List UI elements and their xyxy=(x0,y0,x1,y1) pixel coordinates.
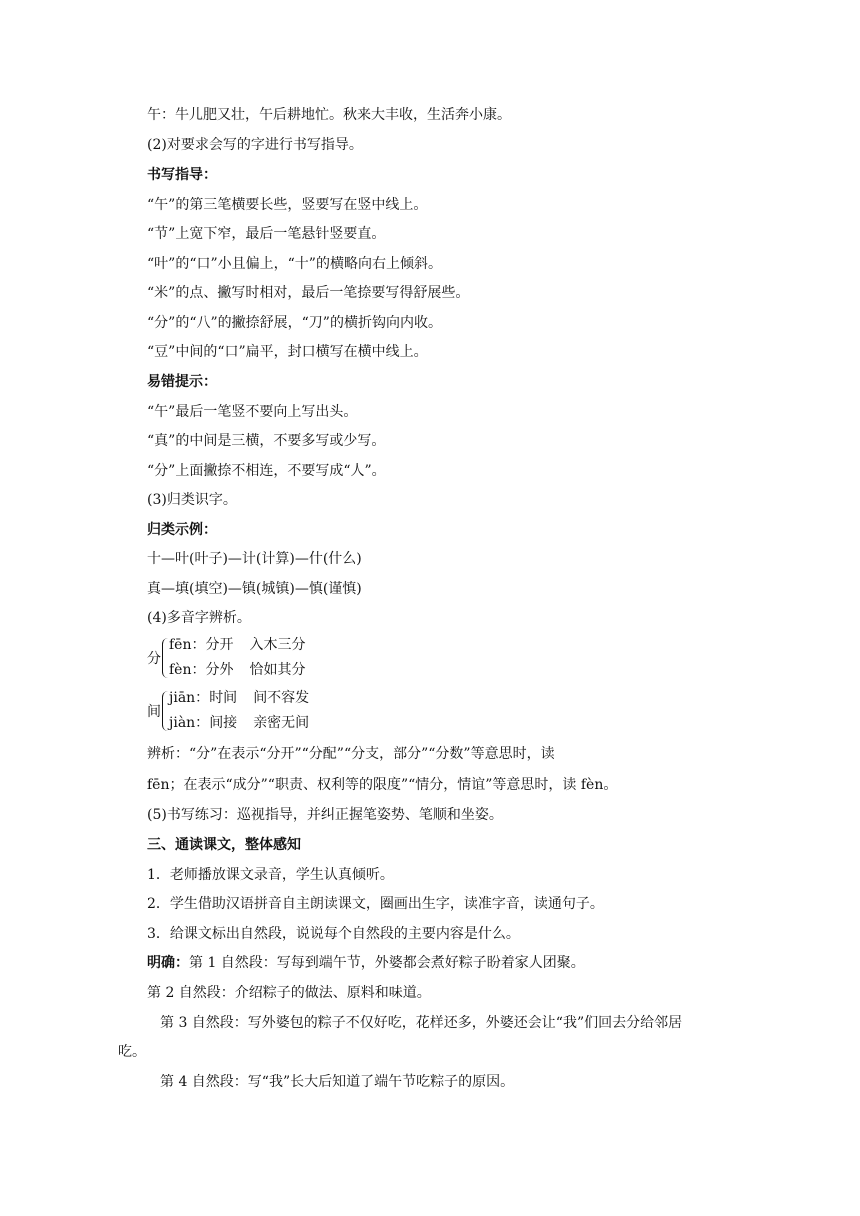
text-line: 明确：第 1 自然段：写每到端午节，外婆都会煮好粽子盼着家人团聚。 xyxy=(147,955,585,971)
text-line: “米”的点、撇写时相对，最后一笔捺要写得舒展些。 xyxy=(147,285,470,301)
text-line: “午”最后一笔竖不要向上写出头。 xyxy=(147,404,358,420)
polyphone-reading: jiān：时间 间不容发 xyxy=(169,690,310,706)
polyphone-fen xyxy=(147,636,407,686)
text-line: 1．老师播放课文录音，学生认真倾听。 xyxy=(147,867,394,883)
text-line: 辨析：“分”在表示“分开”“分配”“分支，部分”“分数”等意思时，读 xyxy=(147,746,555,762)
text-line: 第 4 自然段：写“我”长大后知道了端午节吃粽子的原因。 xyxy=(160,1074,515,1090)
section-heading: 三、通读课文，整体感知 xyxy=(147,837,301,853)
section-heading: 归类示例： xyxy=(147,522,217,538)
text-line: “真”的中间是三横，不要多写或少写。 xyxy=(147,433,386,449)
answer-label: 明确： xyxy=(147,955,189,971)
text-line: “豆”中间的“口”扁平，封口横写在横中线上。 xyxy=(147,344,428,360)
text-line: 十—叶(叶子)—计(计算)—什(什么) xyxy=(147,551,362,567)
section-heading: 易错提示： xyxy=(147,374,217,390)
brace-mark xyxy=(162,638,169,678)
text-line: “分”上面撇捺不相连，不要写成“人”。 xyxy=(147,463,386,479)
text-line: (4)多音字辨析。 xyxy=(147,610,251,626)
text-line: (5)书写练习：巡视指导，并纠正握笔姿势、笔顺和坐姿。 xyxy=(147,807,503,823)
section-heading: 书写指导： xyxy=(147,167,217,183)
text-line: 2．学生借助汉语拼音自主朗读课文，圈画出生字，读准字音，读通句子。 xyxy=(147,896,604,912)
text-line: 第 3 自然段：写外婆包的粽子不仅好吃，花样还多，外婆还会让“我”们回去分给邻居 xyxy=(160,1015,683,1031)
text-line: 3．给课文标出自然段，说说每个自然段的主要内容是什么。 xyxy=(147,926,520,942)
text-line: 午：牛儿肥又壮，午后耕地忙。秋来大丰收，生活奔小康。 xyxy=(147,107,511,123)
text-line: 真—填(填空)—镇(城镇)—慎(谨慎) xyxy=(147,581,362,597)
text-line: fēn；在表示“成分”“职责、权利等的限度”“情分，情谊”等意思时，读 fèn。 xyxy=(147,777,618,793)
brace-mark xyxy=(162,691,169,731)
polyphone-reading: jiàn：间接 亲密无间 xyxy=(169,715,310,731)
text-line: “节”上宽下窄，最后一笔悬针竖要直。 xyxy=(147,226,386,242)
text-line: 第 2 自然段：介绍粽子的做法、原料和味道。 xyxy=(147,985,431,1001)
polyphone-reading: fēn：分开 入木三分 xyxy=(169,637,306,653)
text-line: “叶”的“口”小且偏上，“十”的横略向右上倾斜。 xyxy=(147,256,442,272)
polyphone-reading: fèn：分外 恰如其分 xyxy=(169,662,306,678)
text-line: “分”的“八”的撇捺舒展，“刀”的横折钩向内收。 xyxy=(147,315,442,331)
text-line: 吃。 xyxy=(118,1044,146,1060)
polyphone-jian xyxy=(147,689,407,739)
text-line: “午”的第三笔横要长些，竖要写在竖中线上。 xyxy=(147,197,428,213)
polyphone-char: 分 xyxy=(147,651,161,667)
text-line: (2)对要求会写的字进行书写指导。 xyxy=(147,137,363,153)
text-line: (3)归类识字。 xyxy=(147,492,237,508)
polyphone-char: 间 xyxy=(147,704,161,720)
